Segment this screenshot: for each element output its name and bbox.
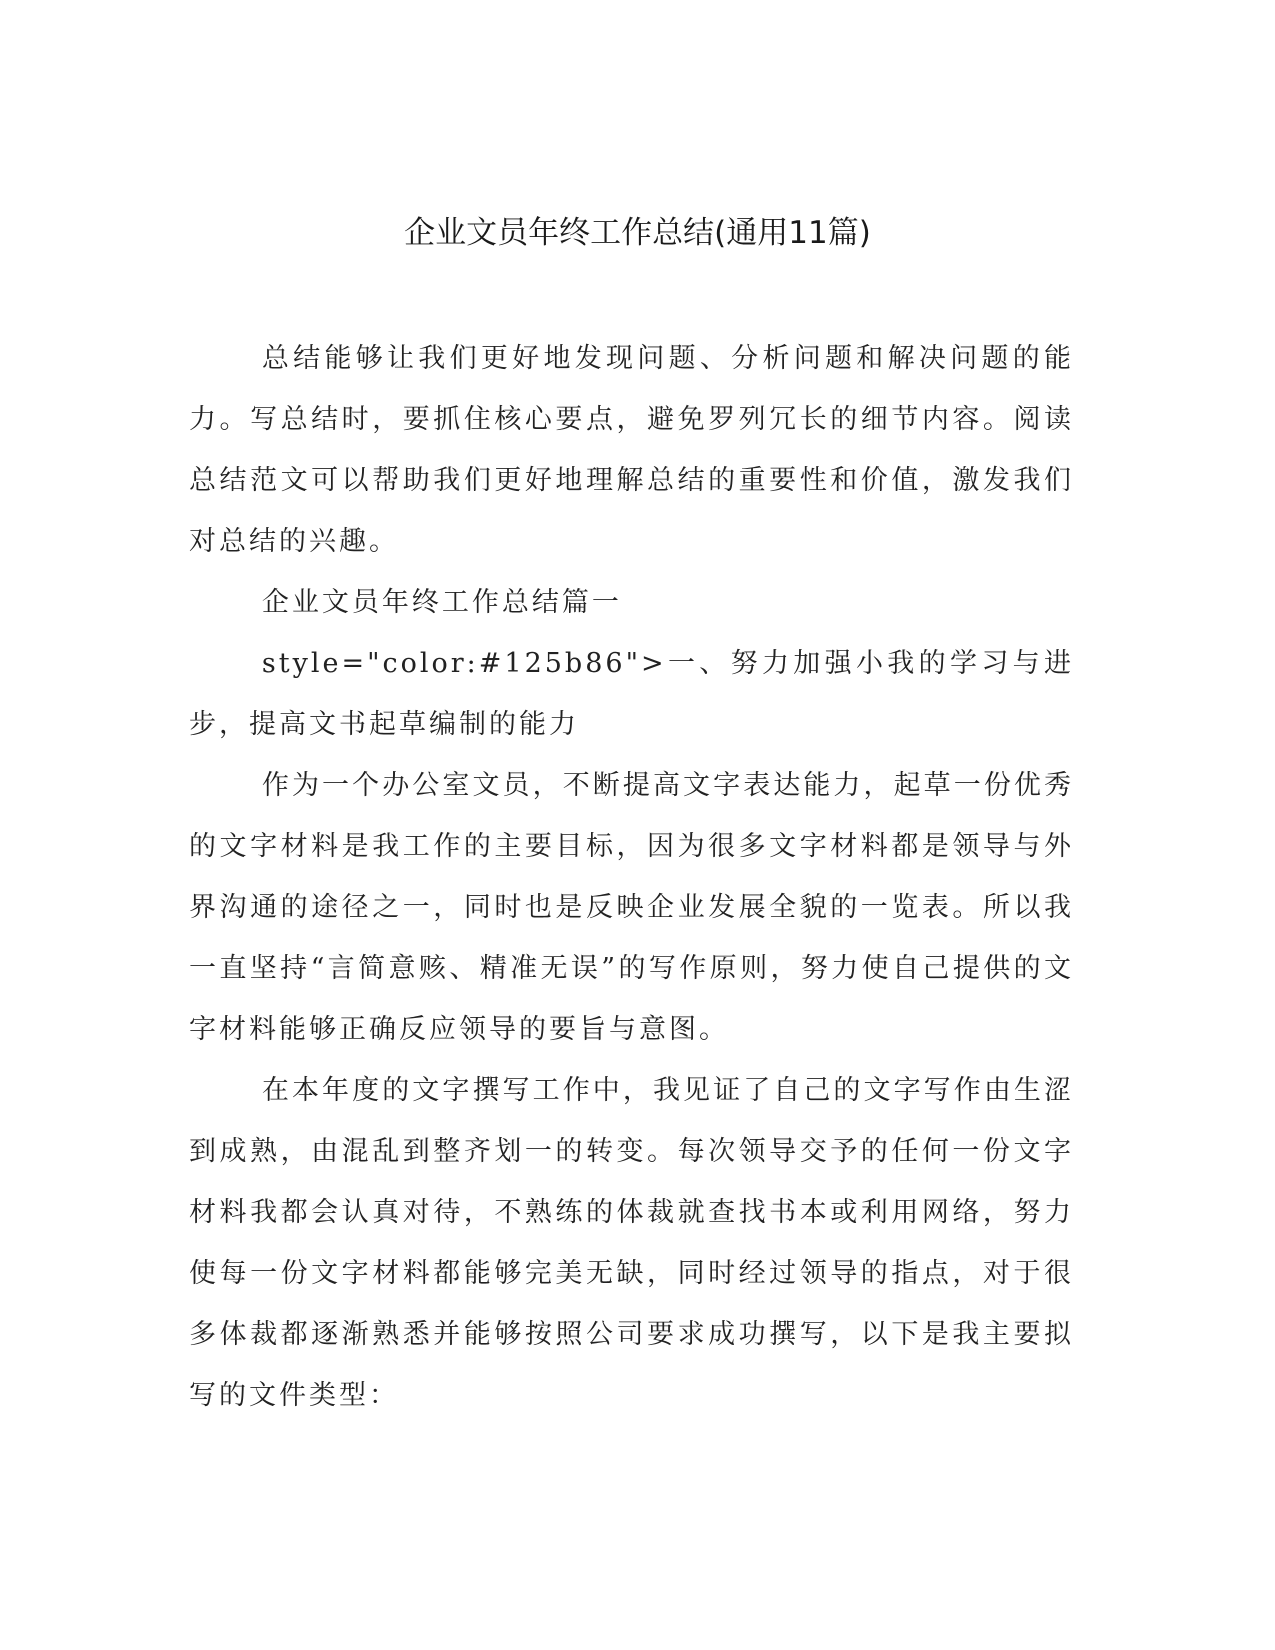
body-paragraph: 作为一个办公室文员，不断提高文字表达能力，起草一份优秀的文字材料是我工作的主要目标，因为很多文字材料都是领导与外界沟通的途径之一，同时也是反映企业发展全貌的一览表。所以我一直坚持“言简意赅、精准无误”的写作原则，努力使自己提供的文字材料能够正确反应领导的要旨与意图。 [189, 770, 1074, 1045]
document-title: 企业文员年终工作总结(通用11篇) [404, 215, 871, 251]
intro-paragraph: 总结能够让我们更好地发现问题、分析问题和解决问题的能力。写总结时，要抓住核心要点，避免罗列冗长的细节内容。阅读总结范文可以帮助我们更好地理解总结的重要性和价值，激发我们对总结的兴趣。 [189, 343, 1074, 557]
document-body [189, 328, 1074, 1426]
body-paragraph: 在本年度的文字撰写工作中，我见证了自己的文字写作由生涩到成熟，由混乱到整齐划一的转变。每次领导交予的任何一份文字材料我都会认真对待，不熟练的体裁就查找书本或利用网络，努力使每一份文字材料都能够完美无缺，同时经过领导的指点，对于很多体裁都逐渐熟悉并能够按照公司要求成功撰写，以下是我主要拟写的文件类型： [189, 1075, 1074, 1411]
subsection-heading: style="color:#125b86">一、努力加强小我的学习与进步，提高文书起草编制的能力 [189, 648, 1074, 740]
section-heading: 企业文员年终工作总结篇一 [261, 587, 622, 618]
